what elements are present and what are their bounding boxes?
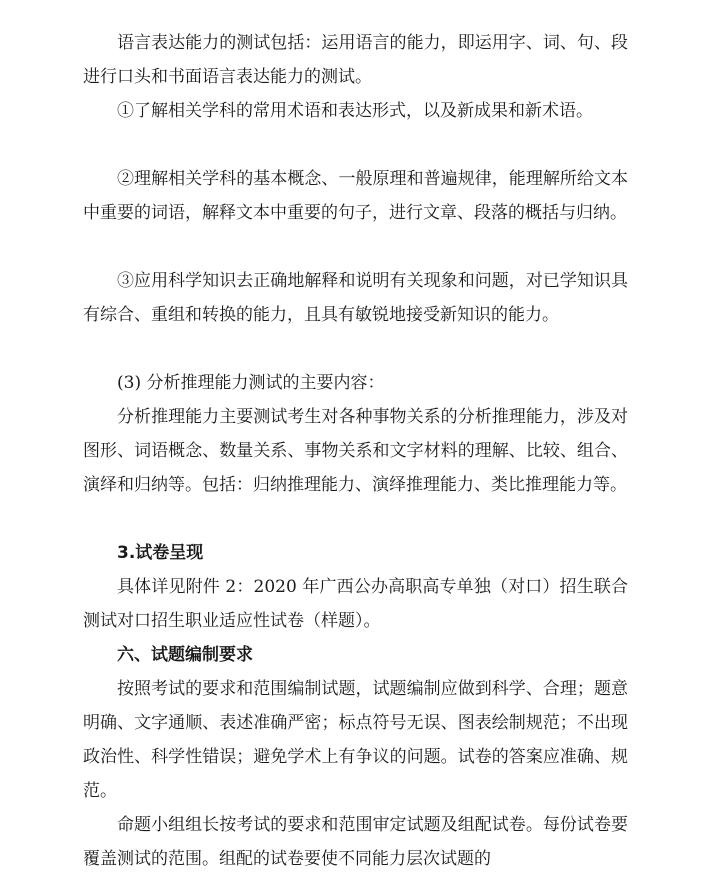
paragraph-item-2-concepts: ②理解相关学科的基本概念、一般原理和普遍规律，能理解所给文本中重要的词语，解释文本中重要的句子，进行文章、段落的概括与归纳。 xyxy=(83,169,628,223)
paragraph-question-rules: 按照考试的要求和范围编制试题，试题编制应做到科学、合理；题意明确、文字通顺、表述准确严密；标点符号无误、图表绘制规范；不出现政治性、科学性错误；避免学术上有争议的问题。试卷的答案应准确、规范。 xyxy=(83,679,628,801)
paragraph-language-expression: 语言表达能力的测试包括：运用语言的能力，即运用字、词、句、段进行口头和书面语言表达能力的测试。 xyxy=(83,33,628,87)
paragraph-attachment-reference: 具体详见附件 2：2020 年广西公办高职高专单独（对口）招生联合测试对口招生职业适应性试卷（样题）。 xyxy=(83,577,628,631)
paragraph-item-1-terminology: ①了解相关学科的常用术语和表达形式，以及新成果和新术语。 xyxy=(117,101,593,121)
paragraph-analysis-content: 分析推理能力主要测试考生对各种事物关系的分析推理能力，涉及对图形、词语概念、数量关系、事物关系和文字材料的理解、比较、组合、演绎和归纳等。包括：归纳推理能力、演绎推理能力、类比推理能力等。 xyxy=(83,407,628,495)
section-heading-paper-presentation: 3.试卷呈现 xyxy=(117,543,204,563)
paragraph-analysis-title: (3) 分析推理能力测试的主要内容： xyxy=(117,373,385,393)
paragraph-team-review: 命题小组组长按考试的要求和范围审定试题及组配试卷。每份试卷要覆盖测试的范围。组配的试卷要使不同能力层次试题的 xyxy=(83,815,628,869)
section-heading-question-requirements: 六、试题编制要求 xyxy=(117,645,253,665)
paragraph-item-3-application: ③应用科学知识去正确地解释和说明有关现象和问题，对已学知识具有综合、重组和转换的能力，且具有敏锐地接受新知识的能力。 xyxy=(83,271,628,325)
